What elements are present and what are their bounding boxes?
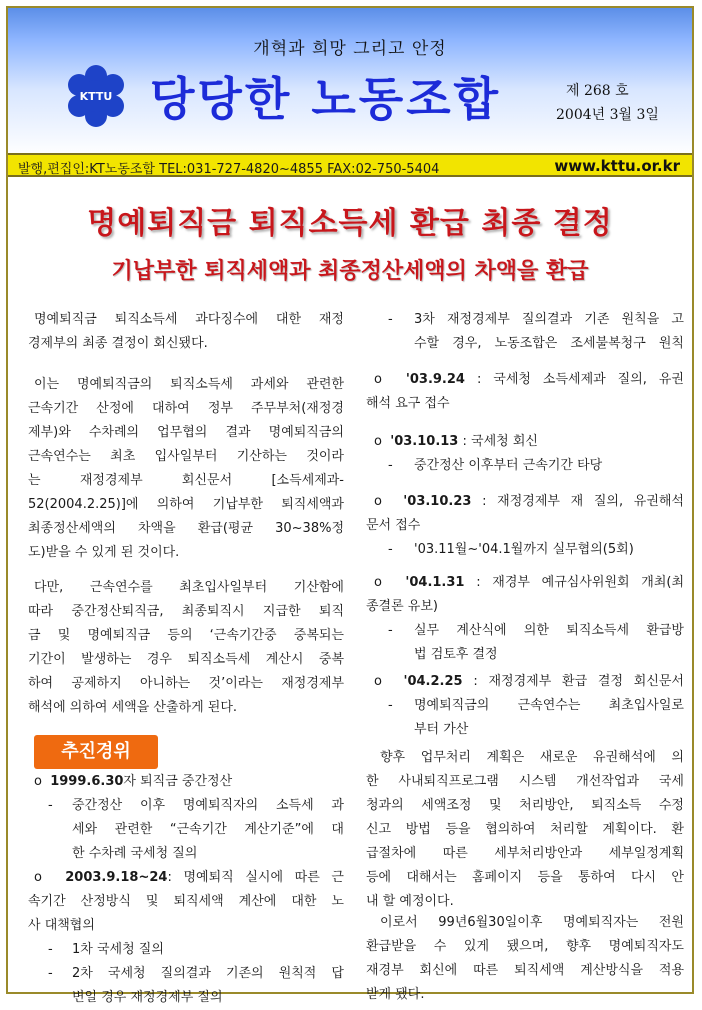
timeline-text: : 명예퇴직 실시에 따른 근 [167, 870, 344, 885]
para-2-line: 도)받을 수 있게 된 것이다. [28, 545, 180, 560]
left-column-intro [28, 308, 344, 356]
para-5-line: 받게 됐다. [366, 987, 425, 1002]
para-3-line: 다만, 근속연수를 최초입사일부터 기산함에 [34, 580, 344, 595]
right-column-para4 [366, 746, 684, 914]
timeline-text: 자 퇴직금 중간정산 [123, 774, 233, 789]
timeline-entry: ο '04.1.31 : 재경부 예규심사위원회 개최(최 [374, 575, 685, 590]
para-4-line: 신고 방법 등을 협의하여 처리할 계획이다. 환 [366, 822, 684, 837]
timeline-date: '03.9.24 [405, 372, 465, 387]
kttu-logo-icon [64, 64, 128, 128]
timeline-date: '04.1.31 [405, 575, 465, 590]
para-2-line: 이는 명예퇴직금의 퇴직소득세 과세와 관련한 [34, 377, 344, 392]
masthead-title: 당당한 노동조합 [150, 72, 502, 126]
para-4-line: 급절차에 따른 세부처리방안과 세부일정계획 [366, 846, 684, 861]
issue-date: 2004년 3월 3일 [556, 107, 659, 123]
timeline-sub: - 2차 국세청 질의결과 기존의 원칙적 답 변일 경우 재정경제부 질의 [48, 966, 344, 1005]
para-2-line: 최종정산세액의 차액을 환급(평균 30~38%정 [28, 521, 344, 536]
timeline-right-e6: ο '04.1.31 : 재경부 예규심사위원회 개최(최 종결론 유보) - 실무 계산식에 의한 퇴직소득세 환급방 법 검토후 결정 [366, 571, 684, 667]
para-3-line: 금 및 명예퇴직금 등의 ‘근속기간중 중복되는 [28, 628, 344, 643]
timeline-sub: - 실무 계산식에 의한 퇴직소득세 환급방 법 검토후 결정 [388, 623, 684, 662]
timeline-sub: - 1차 국세청 질의 [48, 942, 164, 957]
timeline-date: '04.2.25 [403, 674, 463, 689]
article-subhead: 기납부한 퇴직세액과 최종정산세액의 차액을 환급 [111, 259, 589, 284]
timeline-entry: ο 2003.9.18~24: 명예퇴직 실시에 따른 근 [34, 870, 344, 885]
para-4-line: 한 사내퇴직프로그램 시스템 개선작업과 국세 [366, 774, 684, 789]
timeline-sub: - 중간정산 이후 명예퇴직자의 소득세 과 세와 관련한 “근속기간 계산기준”에 대 한 수차례 국세청 질의 [48, 798, 344, 861]
para-2-line: 제부)와 수차례의 업무협의 결과 명예퇴직금의 [28, 425, 344, 440]
timeline-right-e4 [366, 430, 684, 478]
para-1-line: 경제부의 최종 결정이 회신됐다. [28, 336, 208, 351]
timeline-entry: ο '03.9.24 : 국세청 소득세제과 질의, 유권 [374, 372, 684, 387]
para-3-line: 기간이 발생하는 경우 퇴직소득세 계산시 중복 [28, 652, 344, 667]
issue-number: 제 268 호 [566, 83, 629, 99]
timeline-left [28, 770, 344, 866]
timeline-sub: - '03.11월~'04.1월까지 실무협의(5회) [388, 542, 634, 557]
para-3-line: 따라 중간정산퇴직금, 최종퇴직시 지급한 퇴직 [28, 604, 344, 619]
para-2-line: 는 재정경제부 회신문서 [소득세제과- [28, 473, 344, 488]
para-2-line: 52(2004.2.25)]에 의하여 기납부한 퇴직세액과 [28, 497, 344, 512]
timeline-date: '03.10.23 [403, 494, 472, 509]
timeline-text: : 재정경제부 재 질의, 유권해석 [482, 494, 684, 509]
para-5-line: 재경부 회신에 따른 퇴직세액 계산방식을 적용 [366, 963, 684, 978]
newsletter-page [6, 6, 694, 1005]
left-column-para2 [28, 373, 344, 565]
timeline-entry: ο 1999.6.30자 퇴직금 중간정산 [34, 774, 233, 789]
timeline-text: : 국세청 소득세제과 질의, 유권 [476, 372, 684, 387]
para-5-line: 환급받을 수 있게 됐으며, 향후 명예퇴직자도 [366, 939, 684, 954]
para-5-line: 이로서 99년6월30일이후 명예퇴직자는 전원 [380, 915, 684, 930]
timeline-right-e3: ο '03.9.24 : 국세청 소득세제과 질의, 유권 해석 요구 접수 [366, 368, 684, 416]
timeline-text: : 재정경제부 환급 결정 회신문서 [473, 674, 684, 689]
para-3-line: 하여 공제하지 아니하는 것’이라는 재정경제부 [28, 676, 344, 691]
logo-text: KTTU [79, 90, 113, 103]
slogan: 개혁과 희망 그리고 안정 [253, 39, 447, 59]
left-column-para3 [28, 576, 344, 720]
publisher-bar [8, 153, 692, 177]
timeline-left-2: ο 2003.9.18~24: 명예퇴직 실시에 따른 근 속기간 산정방식 및 퇴직세액 계산에 대한 노 사 대책협의 - 1차 국세청 질의 - 2차 국세청 질의결과 기존의 원칙적 답 변일 경우 재정경제부 질의 [28, 866, 344, 1010]
para-3-line: 해석에 의하여 세액을 산출하게 된다. [28, 700, 238, 715]
para-1-line: 명예퇴직금 퇴직소득세 과다징수에 대한 재정 [34, 312, 344, 327]
para-4-line: 내 할 예정이다. [366, 894, 454, 909]
timeline-right-e5: ο '03.10.23 : 재정경제부 재 질의, 유권해석 문서 접수 - '03.11월~'04.1월까지 실무협의(5회) [366, 490, 684, 562]
para-4-line: 청과의 세액조정 및 처리방안, 퇴직소득 수정 [366, 798, 684, 813]
timeline-text: : 국세청 회신 [462, 434, 538, 449]
para-4-line: 등에 대해서는 홈페이지 등을 통하여 다시 안 [366, 870, 684, 885]
timeline-sub: - 3차 재정경제부 질의결과 기존 원칙을 고 수할 경우, 노동조합은 조세불복청구 원칙 [388, 312, 684, 351]
para-2-line: 근속기간 산정에 대하여 정부 주무부처(재정경 [28, 401, 344, 416]
timeline-entry: ο '03.10.13 : 국세청 회신 [374, 434, 538, 449]
para-2-line: 근속연수는 최초 입사일부터 기산하는 것이라 [28, 449, 344, 464]
timeline-entry: ο '03.10.23 : 재정경제부 재 질의, 유권해석 [374, 494, 684, 509]
progress-section-badge: 추진경위 [34, 735, 158, 769]
timeline-text: : 재경부 예규심사위원회 개최(최 [476, 575, 685, 590]
right-column-para5 [366, 911, 684, 1007]
timeline-right-e7 [366, 670, 684, 742]
article-headline: 명예퇴직금 퇴직소득세 환급 최종 결정 [87, 206, 613, 241]
timeline-sub: - 중간정산 이후부터 근속기간 타당 [388, 458, 603, 473]
timeline-date: '03.10.13 [390, 434, 459, 449]
para-4-line: 향후 업무처리 계획은 새로운 유권해석에 의 [380, 750, 684, 765]
timeline-entry: ο '04.2.25 : 재정경제부 환급 결정 회신문서 [374, 674, 684, 689]
timeline-date: 1999.6.30 [50, 774, 124, 789]
timeline-date: 2003.9.18~24 [65, 870, 168, 885]
newsletter-header [8, 8, 692, 156]
publisher-info: 발행,편집인:KT노동조합 TEL:031-727-4820~4855 FAX:02-750-5404 [18, 162, 440, 177]
timeline-sub: - 명예퇴직금의 근속연수는 최초입사일로 부터 가산 [388, 698, 684, 737]
website-url[interactable]: www.kttu.or.kr [554, 157, 680, 175]
right-column-top [366, 308, 684, 356]
